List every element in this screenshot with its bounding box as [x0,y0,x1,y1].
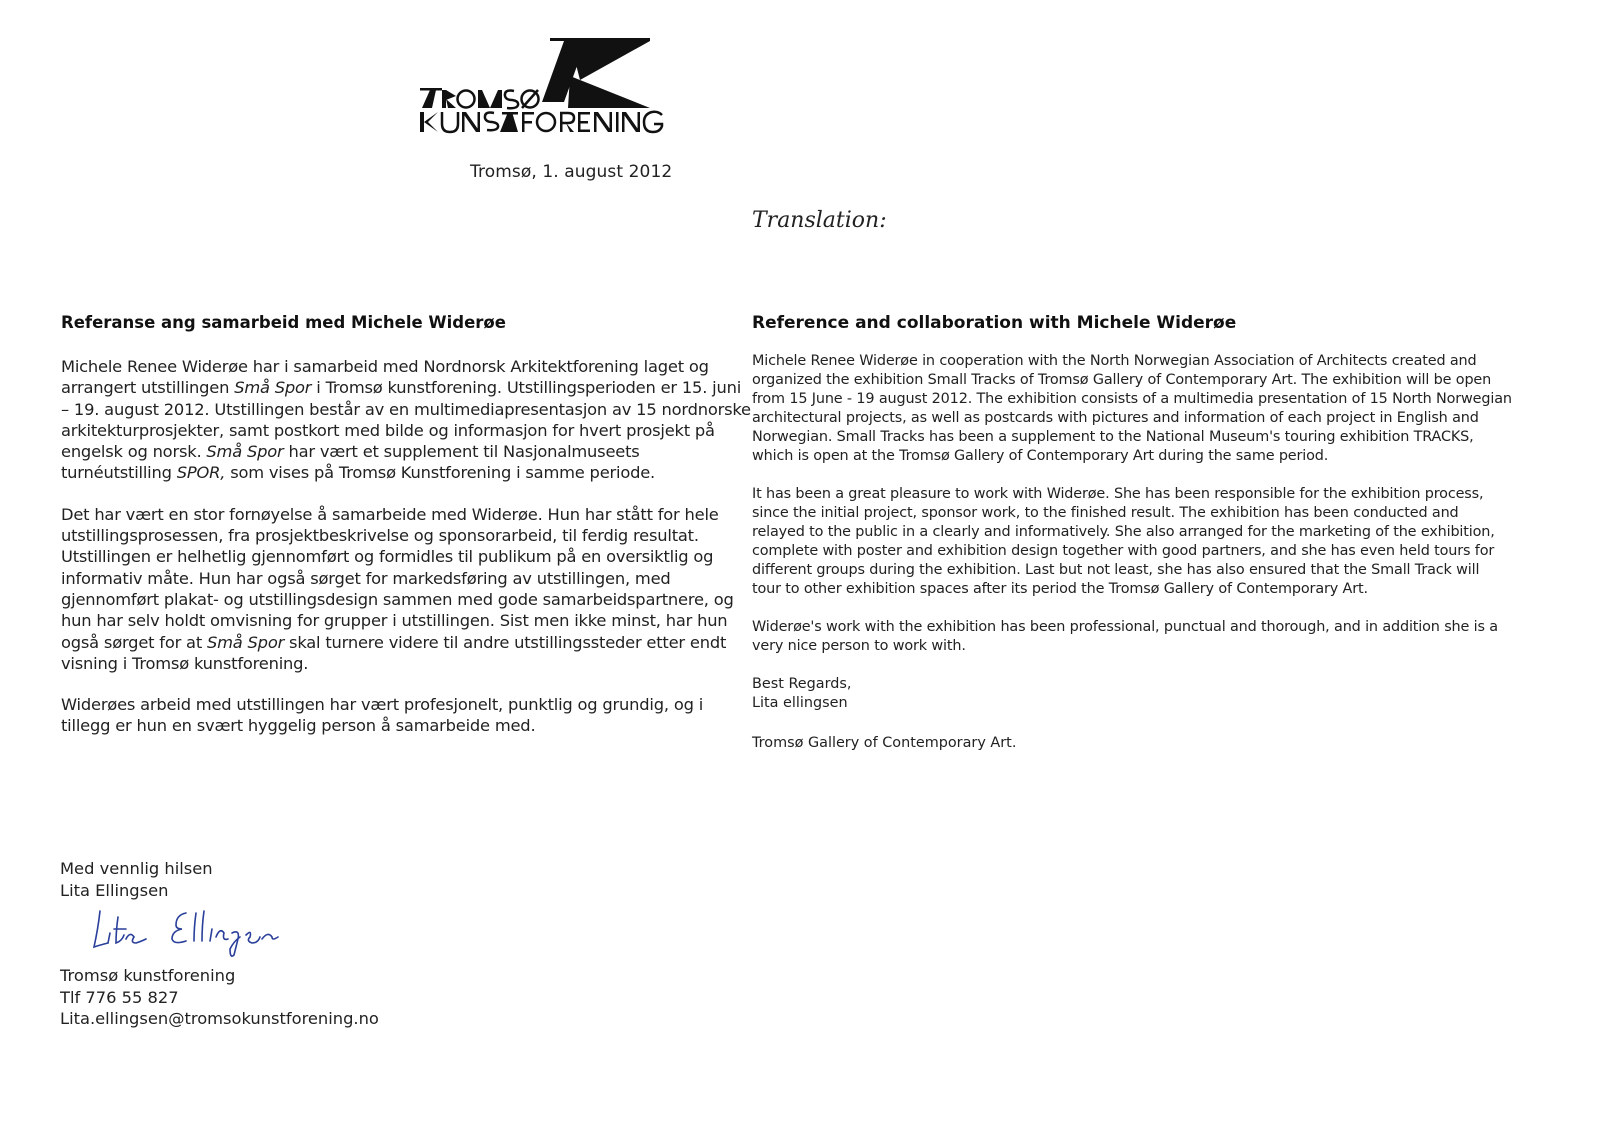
exhibition-title-italic: SPOR, [176,463,226,483]
signer-name: Lita Ellingsen [60,880,169,900]
signer-name: Lita ellingsen [752,695,848,711]
phone-number: Tlf 776 55 827 [60,987,179,1007]
english-paragraph-3: Widerøe's work with the exhibition has been professional, punctual and thorough, and in addition she is a very nice person to work with. [752,619,1498,654]
english-paragraph-1: Michele Renee Widerøe in cooperation with the North Norwegian Association of Architects created and organized the exhibition Small Tracks of Tromsø Gallery of Contemporary Art. The exhibition will be open from 15 June - 19 august 2012. The exhibition consists of a multimedia presentation of 15 North Norwegian architectural projects, as well as postcards with pictures and information of each project in English and Norwegian. Small Tracks has been a supplement to the National Museum's touring exhibition TRACKS, which is open at the Tromsø Gallery of Contemporary Art during the same period. [752,353,1512,464]
text-run: Det har vært en stor fornøyelse å samarbeide med Widerøe. Hun har stått for hele utstillingsprosessen, fra prosjektbeskrivelse og sponsorarbeid, til ferdig resultat. Utstillingen er helhetlig gjennomført og formidles til publikum på en oversiktlig og informativ måte. Hun har også sørget for markedsføring av utstillingen, med gjennomført plakat- og utstillingsdesign sammen med gode samarbeidspartnere, og hun har selv holdt omvisning for grupper i utstillingen. Sist men ikke minst, har hun også sørget for at [61,504,734,652]
organization-name: Tromsø kunstforening [60,966,236,985]
exhibition-title-italic: Små Spor [234,378,312,398]
text-run: har vært et supplement til Nasjonalmuseets turnéutstilling [61,442,640,483]
english-paragraph-2: It has been a great pleasure to work with Widerøe. She has been responsible for the exhibition process, since the initial project, sponsor work, to the finished result. The exhibition has been conducted and relayed to the public in a clearly and informatively. She also arranged for the marketing of the exhibition, complete with poster and exhibition design together with good partners, and she has even held tours for different groups during the exhibition. Last but not least, she has also ensured that the Small Track will tour to other exhibition spaces after its period the Tromsø Gallery of Contemporary Art. [752,486,1495,597]
tromso-kunstforening-logo [418,36,668,146]
letter-date: Tromsø, 1. august 2012 [470,162,673,182]
exhibition-title-italic: Små Spor [207,632,285,652]
norwegian-paragraph-3: Widerøes arbeid med utstillingen har vært profesjonelt, punktlig og grundig, og i tillegg er hun en svært hyggelig person å samarbeide med. [61,695,704,736]
norwegian-paragraph-1 [61,356,751,484]
text-run: i Tromsø kunstforening. Utstillingsperioden er 15. juni – 19. august 2012. Utstillingen består av en multimediapresentasjon av 15 nordnorske arkitekturprosjekter, samt postkort med bilde og informasjon for hvert prosjekt på engelsk og norsk. [61,378,751,462]
norwegian-letter [61,313,751,737]
text-run: skal turnere videre til andre utstillingssteder etter endt visning i Tromsø kunstforening. [61,632,727,673]
translation-label: Translation: [752,208,887,233]
closing-greeting: Med vennlig hilsen [60,859,213,878]
text-run: som vises på Tromsø Kunstforening i samme periode. [225,463,656,483]
exhibition-title-italic: Små Spor [206,442,284,462]
tromso-kunstforening-k-logo-icon [418,36,668,146]
english-heading: Reference and collaboration with Michele Widerøe [752,313,1237,333]
english-closing [752,675,1512,713]
norwegian-signature-block [60,858,379,1030]
norwegian-paragraph-2 [61,504,751,674]
handwritten-signature-icon [86,903,326,961]
email-address[interactable]: Lita.ellingsen@tromsokunstforening.no [60,1009,379,1028]
norwegian-heading: Referanse ang samarbeid med Michele Widerøe [61,313,506,332]
organization-name: Tromsø Gallery of Contemporary Art. [752,735,1017,751]
text-run: Michele Renee Widerøe har i samarbeid med Nordnorsk Arkitektforening laget og arrangert utstillingen [61,357,709,398]
english-translation [752,313,1512,751]
closing-greeting: Best Regards, [752,676,852,692]
